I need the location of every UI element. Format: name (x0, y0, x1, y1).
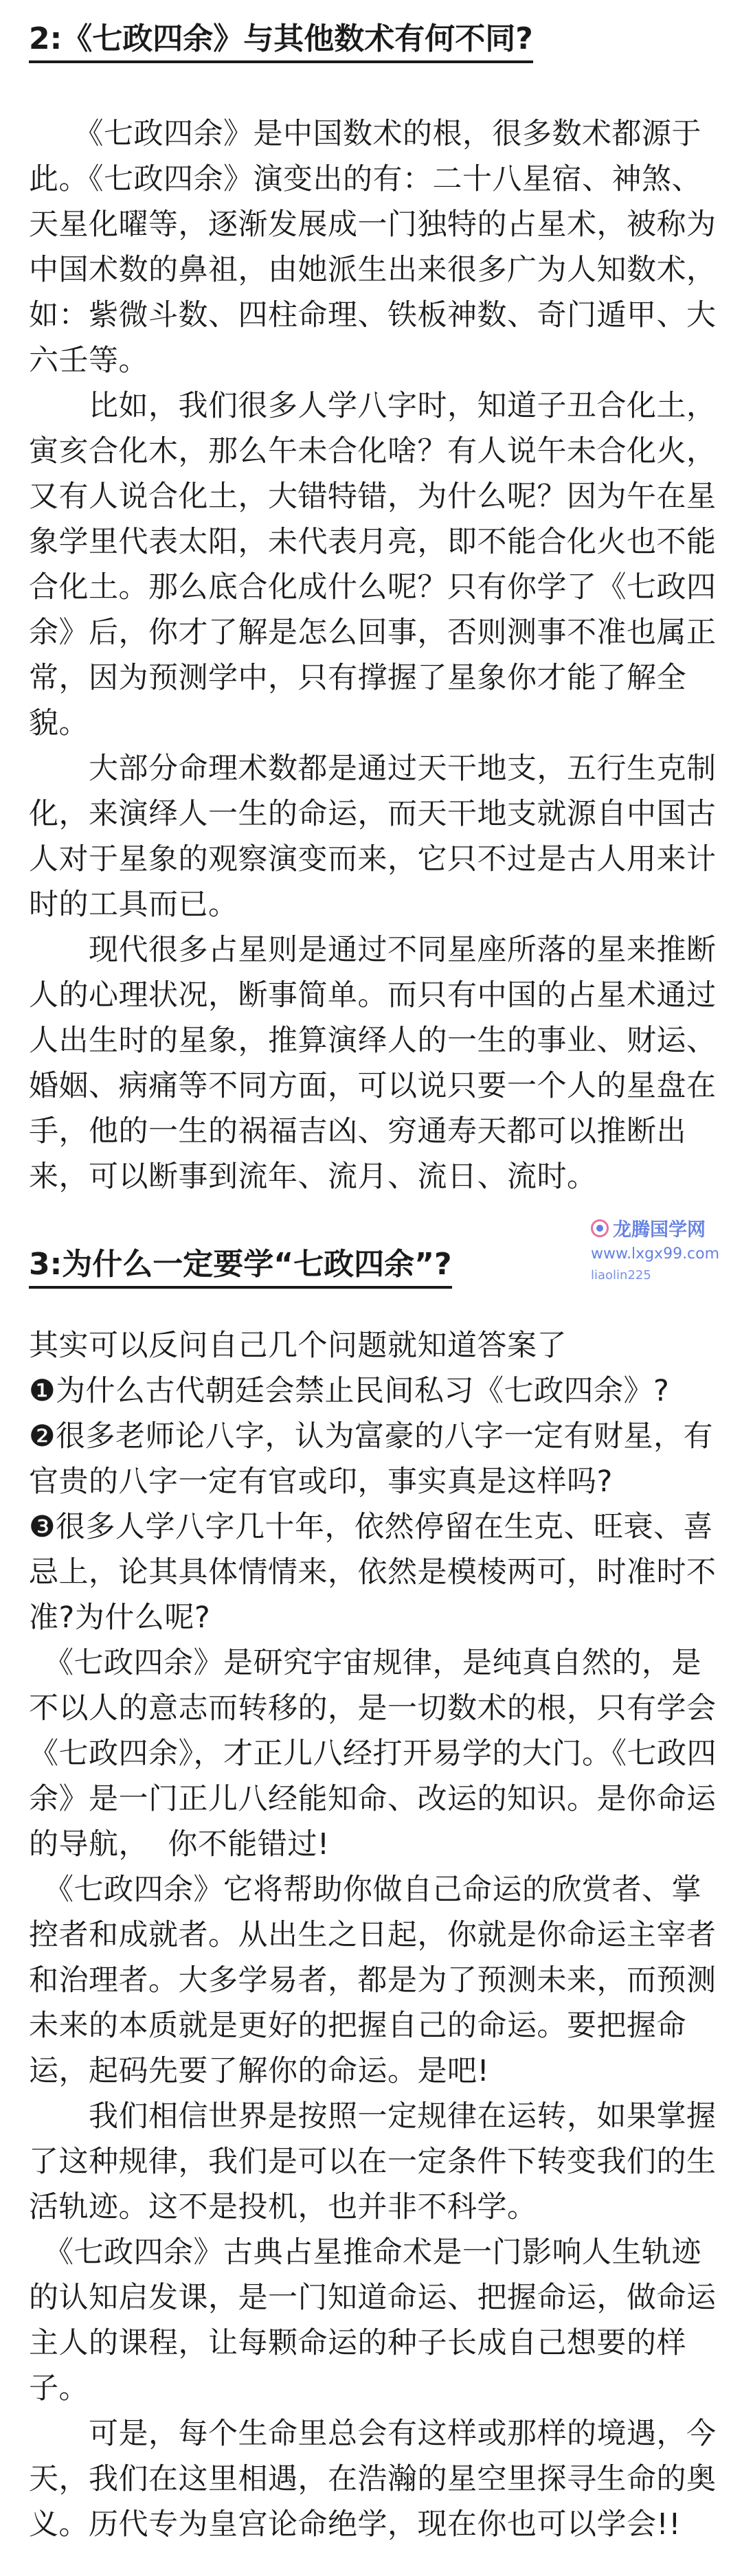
list-item-3: ❸很多人学八字几十年，依然停留在生克、旺衰、喜忌上，论其具体情情来，依然是模棱两可，时准时不准?为什么呢? (29, 1510, 717, 1635)
paragraph: 《七政四余》古典占星推命术是一门影响人生轨迹的认知启发课，是一门知道命运、把握命运，做命运主人的课程，让每颗命运的种子长成自己想要的样子。 (29, 2235, 717, 2406)
watermark (591, 1214, 728, 1283)
paragraph: 比如，我们很多人学八字时，知道子丑合化土，寅亥合化木，那么午未合化啥？有人说午未合化火，又有人说合化土，大错特错，为什么呢？因为午在星象学里代表太阳，未代表月亮，即不能合化火也不能合化土。那么底合化成什么呢？只有你学了《七政四余》后，你才了解是怎么回事，否则测事不准也属正常，因为预测学中，只有撑握了星象你才能了解全貌。 (29, 389, 717, 741)
logo-icon (591, 1219, 609, 1237)
paragraph: 可是，每个生命里总会有这样或那样的境遇，今天，我们在这里相遇，在浩瀚的星空里探寻生命的奥义。历代专为皇宫论命绝学，现在你也可以学会!! (29, 2417, 717, 2542)
paragraph: 大部分命理术数都是通过天干地支，五行生克制化，来演绎人一生的命运，而天干地支就源自中国古人对于星象的观察演变而来，它只不过是古人用来计时的工具而已。 (29, 752, 717, 922)
list-item-2: ❷很多老师论八字，认为富豪的八字一定有财星，有官贵的八字一定有官或印，事实真是这样吗? (29, 1419, 714, 1499)
section-2-body (29, 111, 719, 1199)
paragraph: 《七政四余》是中国数术的根，很多数术都源于此。《七政四余》演变出的有：二十八星宿、神煞、天星化曜等，逐渐发展成一门独特的占星术，被称为中国术数的鼻祖，由她派生出来很多广为人知数术，如：紫微斗数、四柱命理、铁板神数、奇门遁甲、大六壬等。 (29, 117, 717, 378)
watermark-logo (591, 1214, 728, 1241)
section-heading-2: 2:《七政四余》与其他数术有何不同? (29, 19, 533, 63)
paragraph: 《七政四余》它将帮助你做自己命运的欣赏者、掌控者和成就者。从出生之日起，你就是你命运主宰者和治理者。大多学易者，都是为了预测未来，而预测未来的本质就是更好的把握自己的命运。要把握命运，起码先要了解你的命运。是吧! (29, 1873, 717, 2088)
watermark-name: 龙腾国学网 (613, 1219, 706, 1241)
paragraph: 现代很多占星则是通过不同星座所落的星来推断人的心理状况，断事简单。而只有中国的占星术通过人出生时的星象，推算演绎人的一生的事业、财运、婚姻、病痛等不同方面，可以说只要一个人的星盘在手，他的一生的祸福吉凶、穷通寿天都可以推断出来，可以断事到流年、流月、流日、流时。 (29, 933, 717, 1194)
list-item-1: ❶为什么古代朝廷会禁止民间私习《七政四余》? (29, 1374, 670, 1408)
section-3-body (29, 1323, 719, 2547)
paragraph: 《七政四余》是研究宇宙规律，是纯真自然的，是不以人的意志而转移的，是一切数术的根，只有学会《七政四余》，才正儿八经打开易学的大门。《七政四余》是一门正儿八经能知命、改运的知识。是你命运的导航， 你不能错过! (29, 1646, 717, 1862)
section-heading-3: 3:为什么一定要学“七政四余”? (29, 1245, 452, 1289)
paragraph: 我们相信世界是按照一定规律在运转，如果掌握了这种规律，我们是可以在一定条件下转变我们的生活轨迹。这不是投机，也并非不科学。 (29, 2099, 717, 2224)
watermark-url: www.lxgx99.com (591, 1245, 720, 1263)
paragraph: 其实可以反问自己几个问题就知道答案了 (29, 1329, 567, 1363)
watermark-sub: liaolin225 (591, 1268, 651, 1283)
